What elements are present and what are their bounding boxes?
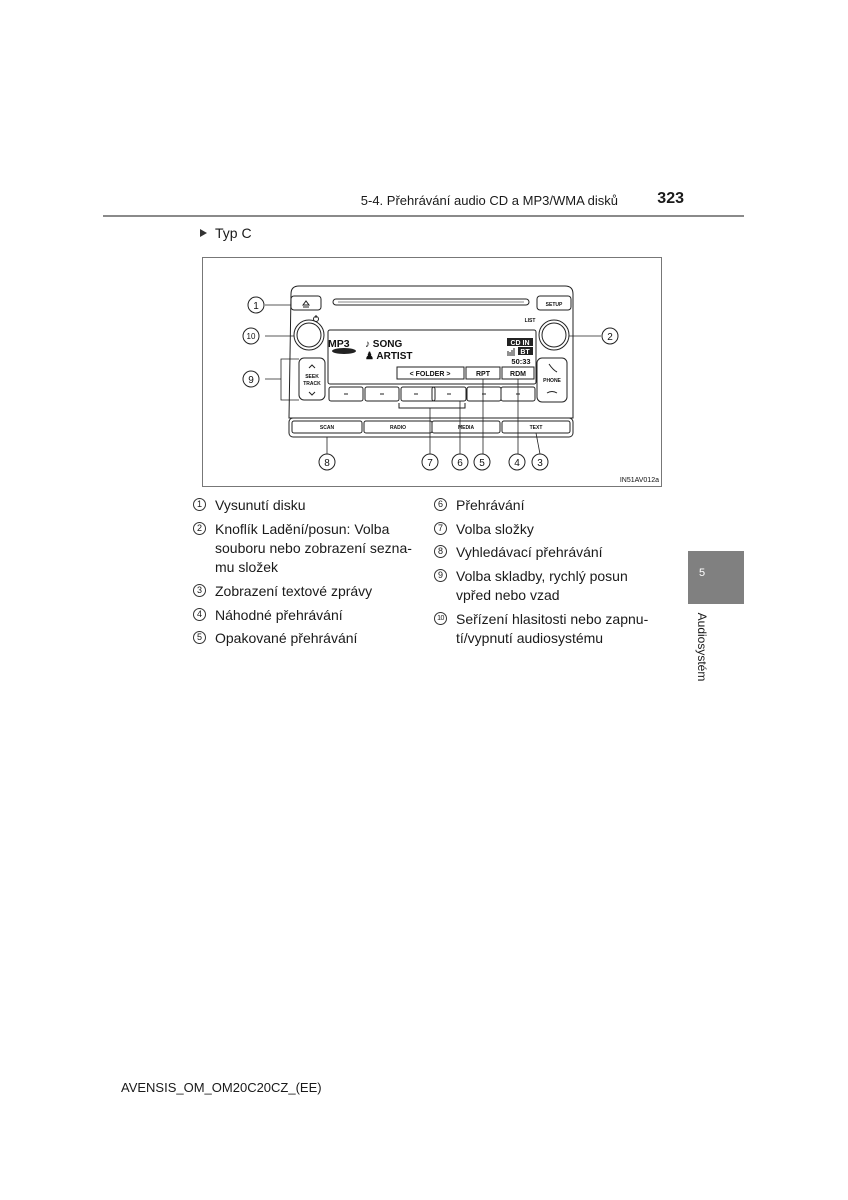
callout-2-label: 2 xyxy=(607,332,613,343)
callout-6-label: 6 xyxy=(457,458,463,469)
callout-4-label: 4 xyxy=(514,458,520,469)
tune-knob xyxy=(539,320,569,350)
page-number: 323 xyxy=(657,190,684,207)
power-icon xyxy=(314,315,319,322)
legend-text-5: Opakované přehrávání xyxy=(215,630,358,646)
rdm-label: RDM xyxy=(510,371,526,378)
rpt-label: RPT xyxy=(476,371,490,378)
legend-number-8: 8 xyxy=(434,545,447,558)
callout-10-label: 10 xyxy=(246,332,256,341)
seek-label: SEEK xyxy=(305,374,319,380)
cd-in-indicator: CD IN xyxy=(510,340,530,347)
artist-label: ♟ ARTIST xyxy=(365,351,413,362)
legend-text-8: Vyhledávací přehrávání xyxy=(456,544,603,560)
legend-number-9: 9 xyxy=(434,569,447,582)
chevron-up-icon xyxy=(309,365,315,368)
song-label: ♪ SONG xyxy=(365,339,403,350)
callout-1-label: 1 xyxy=(253,301,259,312)
callout-3-label: 3 xyxy=(537,458,543,469)
legend-text-2a: Knoflík Ladění/posun: Volba xyxy=(215,521,390,537)
text-label: TEXT xyxy=(529,425,543,431)
legend-text-9a: Volba skladby, rychlý posun xyxy=(456,568,628,584)
legend-text-10b: tí/vypnutí audiosystému xyxy=(456,630,604,646)
legend-text-6: Přehrávání xyxy=(456,497,525,513)
figure-code: IN51AV012a xyxy=(619,477,659,484)
track-label: TRACK xyxy=(303,381,321,387)
legend-text-10a: Seřízení hlasitosti nebo zapnu- xyxy=(456,611,649,627)
legend-number-2: 2 xyxy=(193,522,206,535)
audio-unit-figure xyxy=(202,257,662,487)
legend-text-4: Náhodné přehrávání xyxy=(215,607,343,623)
running-header: 5-4. Přehrávání audio CD a MP3/WMA disků xyxy=(360,193,618,208)
legend-number-5: 5 xyxy=(193,631,206,644)
mp3-indicator: MP3 xyxy=(328,338,350,350)
chapter-tab-label: Audiosystém xyxy=(695,612,709,682)
volume-knob xyxy=(294,320,324,350)
legend-number-4: 4 xyxy=(193,608,206,621)
section-label-text: Typ C xyxy=(215,225,252,241)
legend-text-2c: mu složek xyxy=(215,559,279,575)
radio-label: RADIO xyxy=(389,425,407,431)
legend-number-10: 10 xyxy=(434,612,447,625)
section-label xyxy=(200,225,252,241)
legend-number-7: 7 xyxy=(434,522,447,535)
footer-code: AVENSIS_OM_OM20C20CZ_(EE) xyxy=(121,1080,322,1095)
legend-text-7: Volba složky xyxy=(456,521,534,537)
callout-9-label: 9 xyxy=(248,375,254,386)
chapter-tab-number: 5 xyxy=(698,567,706,579)
media-label: MEDIA xyxy=(457,425,475,431)
legend-text-1: Vysunutí disku xyxy=(215,497,306,513)
phone-label: PHONE xyxy=(543,378,561,384)
legend-number-3: 3 xyxy=(193,584,206,597)
list-label: LIST xyxy=(524,318,536,324)
header-rule xyxy=(103,215,744,217)
folder-label: < FOLDER > xyxy=(409,371,451,378)
signal-icon xyxy=(508,348,514,356)
callout-7-label: 7 xyxy=(427,458,433,469)
bt-indicator: BT xyxy=(520,349,530,356)
legend-text-2b: souboru nebo zobrazení sezna- xyxy=(215,540,412,556)
eject-button xyxy=(291,296,321,310)
legend-number-6: 6 xyxy=(434,498,447,511)
legend-number-1: 1 xyxy=(193,498,206,511)
phone-call-icon xyxy=(549,364,557,372)
eject-icon xyxy=(303,301,309,307)
scan-label: SCAN xyxy=(319,425,335,431)
chevron-down-icon xyxy=(309,392,315,395)
legend-text-3: Zobrazení textové zprávy xyxy=(215,583,373,599)
triangle-bullet-icon xyxy=(200,229,207,237)
time-display: 50:33 xyxy=(511,357,531,366)
phone-hangup-icon xyxy=(547,392,557,394)
callout-8-label: 8 xyxy=(324,458,330,469)
setup-label: SETUP xyxy=(545,302,563,308)
callout-5-label: 5 xyxy=(479,458,485,469)
legend-text-9b: vpřed nebo vzad xyxy=(456,587,560,603)
